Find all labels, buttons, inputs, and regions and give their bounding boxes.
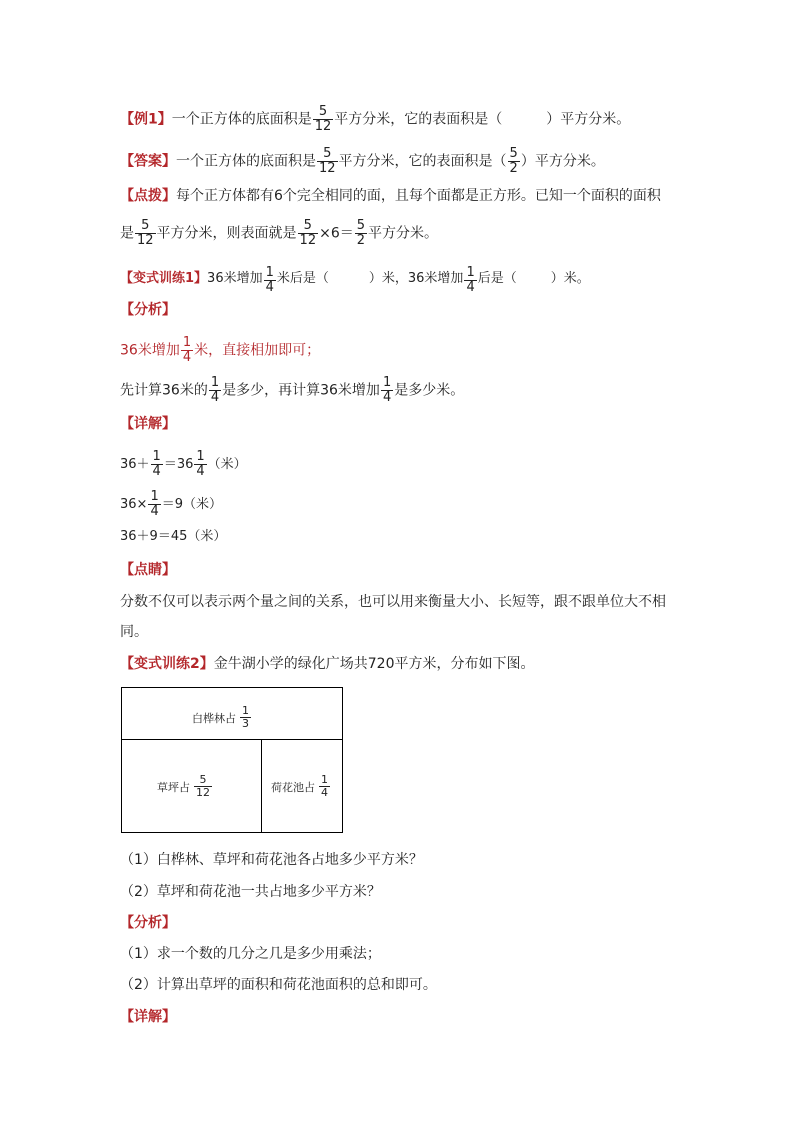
analysis1-line-2: 先计算36米的 $\frac{1}{4}$ 是多少，再计算36米增加 $\frac{1}{4}$ 是多少米。 [120,375,465,405]
fraction: $\frac{5}{12}$ [314,104,332,134]
fraction: $\frac{1}{4}$ [265,265,274,295]
fraction: $\frac{1}{4}$ [152,449,161,479]
fraction: $\frac{1}{4}$ [382,375,392,405]
drill1-question: 【变式训练1】36米增加 $\frac{1}{4}$ 米后是（ ）米，36米增加 $\frac{1}{4}$ 后是（ ）米。 [120,265,590,295]
fraction: $\frac{1}{4}$ [321,773,328,799]
note-tag: 【点睛】 [120,562,176,578]
equation-1: 36＋ $\frac{1}{4}$ ＝36 $\frac{1}{4}$ （米） [120,449,247,479]
drill-tag: 【变式训练1】 [120,271,208,286]
analysis1-tag: 【分析】 [120,302,176,318]
divider-horizontal [122,739,342,740]
plaza-diagram [121,687,343,833]
fraction: $\frac{1}{4}$ [182,335,192,365]
fraction: $\frac{1}{4}$ [196,449,205,479]
answer-fraction: $\frac{5}{2}$ [509,146,518,176]
fraction: $\frac{5}{12}$ [137,218,154,248]
divider-vertical [261,739,262,832]
drill-tag: 【变式训练2】 [120,656,214,672]
fraction: $\frac{1}{4}$ [150,489,159,519]
birch-region-label: 白桦林占 $\frac{1}{3}$ [192,704,249,730]
fraction: $\frac{1}{4}$ [210,375,220,405]
fraction: $\frac{5}{12}$ [196,773,210,799]
example-tag: 【例1】 [120,111,172,128]
fraction: $\frac{1}{4}$ [466,265,475,295]
analysis2-line-1: （1）求一个数的几分之几是多少用乘法； [120,946,381,962]
lawn-region-label: 草坪占 $\frac{5}{12}$ [157,773,210,799]
fraction: $\frac{1}{3}$ [242,704,249,730]
analysis1-line-1: 36米增加 $\frac{1}{4}$ 米，直接相加即可； [120,335,321,365]
tip-line-1: 【点拨】每个正方体都有6个完全相同的面，且每个面都是正方形。已知一个面积的面积 [120,188,661,204]
drill2-subquestion-2: （2）草坪和荷花池一共占地多少平方米？ [120,884,381,900]
note-line-1: 分数不仅可以表示两个量之间的关系，也可以用来衡量大小、长短等，跟不跟单位大不相 [120,594,666,610]
answer-line: 【答案】一个正方体的底面积是 $\frac{5}{12}$ 平方分米，它的表面积是（ $\frac{5}{2}$ ）平方分米。 [120,146,605,176]
equation-3: 36＋9＝45（米） [120,529,227,544]
answer-tag: 【答案】 [120,153,176,170]
example1-question: 【例1】一个正方体的底面积是 $\frac{5}{12}$ 平方分米，它的表面积是（ ）平方分米。 [120,104,631,134]
note-line-2: 同。 [120,624,148,640]
fraction: $\frac{5}{12}$ [319,146,336,176]
drill2-subquestion-1: （1）白桦林、草坪和荷花池各占地多少平方米？ [120,852,423,868]
detail2-tag: 【详解】 [120,1009,176,1025]
fraction: $\frac{5}{12}$ [299,218,317,248]
detail1-tag: 【详解】 [120,416,176,432]
fraction: $\frac{5}{2}$ [356,218,366,248]
pond-region-label: 荷花池占 $\frac{1}{4}$ [271,773,328,799]
equation-2: 36× $\frac{1}{4}$ ＝9（米） [120,489,222,519]
tip-line-2: 是 $\frac{5}{12}$ 平方分米，则表面就是 $\frac{5}{12}$ ×6＝ $\frac{5}{2}$ 平方分米。 [120,218,439,248]
analysis2-line-2: （2）计算出草坪的面积和荷花池面积的总和即可。 [120,977,437,993]
drill2-question: 【变式训练2】金牛湖小学的绿化广场共720平方米，分布如下图。 [120,656,535,672]
tip-tag: 【点拨】 [120,188,176,204]
analysis2-tag: 【分析】 [120,915,176,931]
